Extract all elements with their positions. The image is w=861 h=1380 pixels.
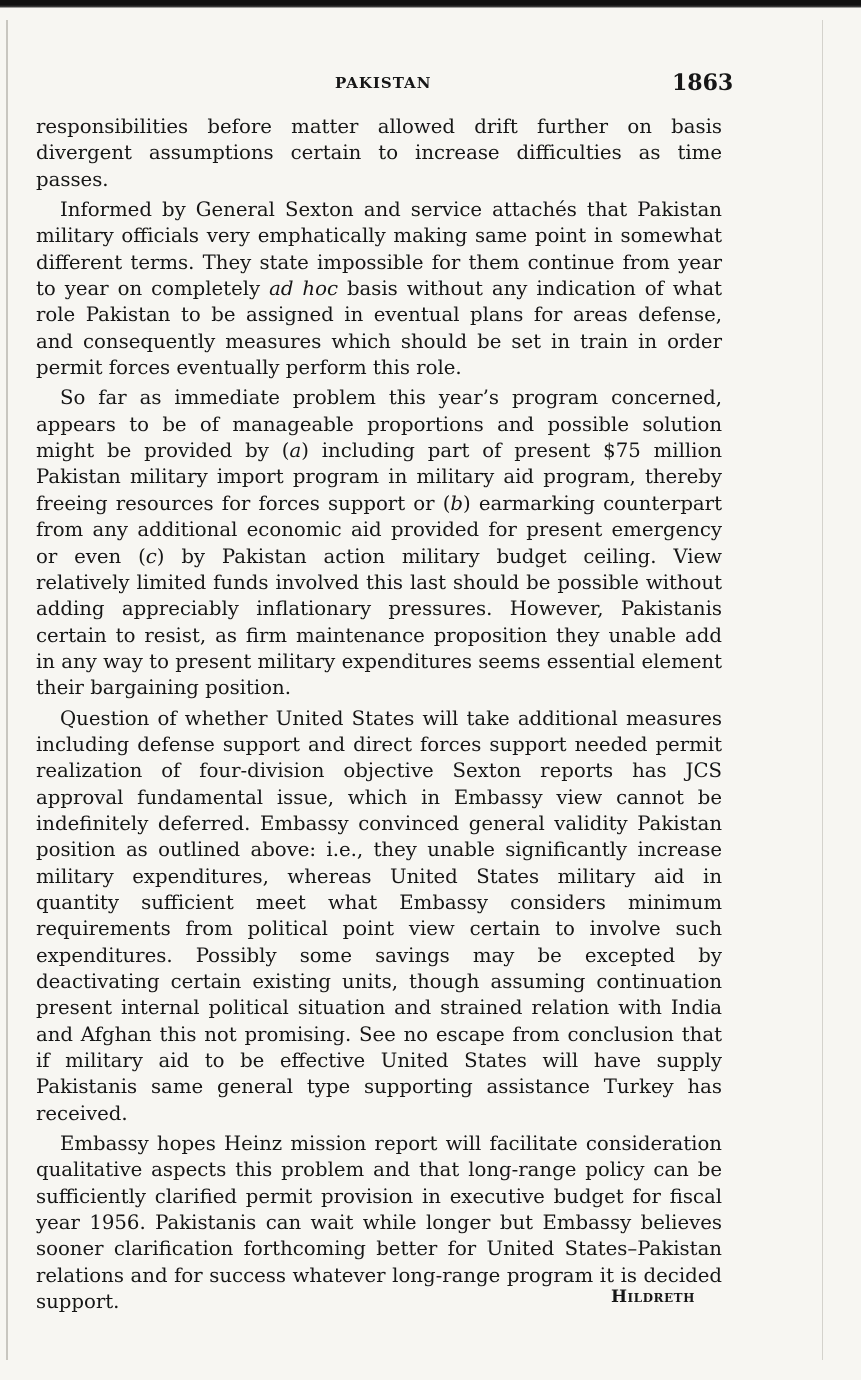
paragraph-text: ) including part of present $75 million Pakistan military import program in military aid program, thereby freeing resources for forces support or ( <box>36 439 723 515</box>
paragraph-text: Informed by General Sexton and service attachés that Pakistan military officials very emphatically making same point in somewhat different terms. They state impossible for them continue from year to year on completely <box>36 198 722 301</box>
italic-letter: b <box>450 491 463 515</box>
paragraph-text: responsibilities before matter allowed drift further on basis divergent assumptions certain to increase difficulties as time passes. <box>36 115 722 191</box>
paragraph-text: Question of whether United States will take additional measures including defense support and direct forces support needed permit realization of four-division objective Sexton reports has JCS approval fundamental issue, which in Embassy view cannot be indefinitely deferred. Embassy convinced general validity Pakistan position as outlined above: i.e., they unable significantly increase military expenditures, whereas United States military aid in quantity sufficient meet what Embassy considers minimum requirements from political point view certain to involve such expenditures. Possibly some savings may be excepted by deactivating certain existing units, though assuming continuation present internal political situation and strained relation with India and Afghan this not promising. See no escape from conclusion that if military aid to be effective United States will have supply Pakistanis same general type supporting assistance Turkey has received. <box>36 706 722 1125</box>
signature: Hildreth <box>611 1287 695 1307</box>
paragraph-military-officials <box>36 197 722 381</box>
paragraph-text: ) by Pakistan action military budget ceiling. View relatively limited funds involved this last should be possible without adding appreciably inflationary pressures. However, Pakistanis certain to resist, as firm maintenance proposition they unable add in any way to present military expenditures seems essential element their bargaining position. <box>36 544 722 700</box>
paragraph-additional-measures <box>36 706 722 1128</box>
paragraph-text: So far as immediate problem this year’s program concerned, appears to be of manageable proportions and possible solution might be provided by ( <box>36 386 722 463</box>
italic-term: ad hoc <box>269 277 338 301</box>
italic-letter: c <box>145 544 157 568</box>
paragraph-continued <box>36 114 722 193</box>
paragraph-text: ) earmarking counterpart from any additional economic aid provided for present emergency or even ( <box>36 491 722 568</box>
right-page-edge <box>822 20 823 1360</box>
left-page-edge <box>6 20 8 1360</box>
document-body <box>36 114 722 1319</box>
paragraph-text: Embassy hopes Heinz mission report will facilitate consideration qualitative aspects this problem and that long-range policy can be sufficiently clarified permit provision in executive budget for fiscal year 1956. Pakistanis can wait while longer but Embassy believes sooner clarification forthcoming better for United States–Pakistan relations and for success whatever long-range program it is decided support. <box>36 1132 722 1314</box>
top-border-rule <box>0 0 861 8</box>
running-head: PAKISTAN <box>335 74 432 92</box>
italic-letter: a <box>289 439 302 463</box>
paragraph-text: basis without any indication of what role Pakistan to be assigned in eventual plans for areas defense, and consequently measures which should be set in train in order permit forces eventually perform this role. <box>36 277 722 380</box>
paragraph-immediate-problem <box>36 385 722 701</box>
page-number: 1863 <box>672 70 734 96</box>
